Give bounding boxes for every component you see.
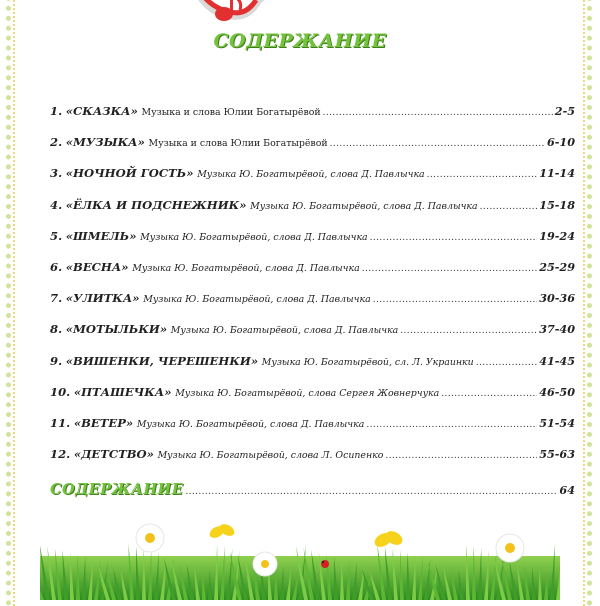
toc-item-pages: 37-40	[539, 322, 575, 337]
toc-item-number: 10.	[50, 384, 71, 399]
toc-item-left	[50, 291, 371, 305]
daisy-icon	[136, 524, 164, 552]
toc-item-credit: Музыка Ю. Богатырёвой, слова Д. Павлычка	[136, 418, 365, 430]
toc-item-number: 2.	[50, 135, 63, 150]
toc-item	[50, 135, 575, 166]
toc-item-song-title: «ШМЕЛЬ»	[65, 228, 137, 243]
toc-item-song-title: «СКАЗКА»	[65, 104, 138, 118]
butterfly-icon	[208, 522, 237, 541]
toc-item-left	[50, 354, 474, 368]
toc-dot-leader	[330, 139, 545, 149]
toc-item-credit: Музыка и слова Юлии Богатырёвой	[148, 138, 328, 150]
ladybug-icon	[321, 560, 329, 568]
toc-item-left	[50, 198, 478, 212]
toc-item-song-title: «ВЕТЕР»	[73, 415, 134, 430]
toc-item	[50, 166, 575, 197]
toc-item	[50, 416, 575, 447]
toc-item	[50, 104, 575, 135]
toc-dot-leader	[385, 451, 537, 461]
toc-dot-leader	[480, 202, 538, 212]
toc-dot-leader	[441, 389, 537, 399]
toc-item-number: 3.	[50, 166, 63, 181]
toc-item-credit: Музыка Ю. Богатырёвой, слова Д. Павлычка	[132, 262, 360, 274]
toc-item-left	[50, 104, 321, 118]
toc-dot-leader	[323, 108, 553, 118]
toc-item	[50, 385, 575, 416]
page-title: СОДЕРЖАНИЕ	[213, 30, 387, 52]
toc-item-pages: 41-45	[539, 353, 575, 368]
toc-item	[50, 354, 575, 385]
toc-dot-leader	[366, 420, 537, 430]
toc-item-left	[50, 166, 425, 180]
toc-dot-leader	[400, 326, 537, 336]
toc-item-credit: Музыка Ю. Богатырёвой, слова Д. Павлычка	[250, 200, 478, 212]
toc-item-number: 7.	[50, 291, 63, 306]
toc-item-credit: Музыка Ю. Богатырёвой, слова Д. Павлычка	[143, 294, 371, 306]
toc-item-pages: 55-63	[539, 447, 575, 462]
toc-dot-leader	[362, 264, 538, 274]
daisy-icon	[496, 534, 524, 562]
toc-dot-leader	[476, 358, 538, 368]
toc-item-song-title: «ДЕТСТВО»	[73, 447, 154, 462]
toc-item-number: 8.	[50, 322, 63, 337]
toc-item-pages: 19-24	[539, 228, 575, 243]
toc-item-song-title: «ПТАШЕЧКА»	[73, 384, 172, 399]
toc-item-number: 1.	[50, 104, 63, 118]
toc-item-pages: 25-29	[539, 259, 575, 274]
toc-item-song-title: «УЛИТКА»	[65, 291, 140, 306]
toc-item	[50, 291, 575, 322]
toc-item-number: 4.	[50, 197, 63, 212]
toc-item	[50, 322, 575, 353]
toc-item-song-title: «НОЧНОЙ ГОСТЬ»	[65, 166, 194, 181]
toc-item-pages: 30-36	[539, 291, 575, 306]
toc-item-pages: 51-54	[539, 415, 575, 430]
toc-item-left	[50, 135, 328, 149]
toc-item-number: 12.	[50, 447, 71, 462]
toc-item-credit: Музыка Ю. Богатырёвой, слова Д. Павлычка	[140, 231, 368, 243]
toc-item-credit: Музыка Ю. Богатырёвой, слова Д. Павлычка	[170, 325, 399, 337]
toc-item-left	[50, 260, 360, 274]
toc-item-pages: 6-10	[547, 135, 575, 150]
toc-item-song-title: «ВИШЕНКИ, ЧЕРЕШЕНКИ»	[65, 353, 259, 368]
toc-final-page: 64	[559, 483, 575, 498]
toc-dot-leader	[185, 487, 557, 497]
toc-item-credit: Музыка и слова Юлии Богатырёвой	[141, 107, 321, 118]
toc-item	[50, 260, 575, 291]
toc-item-credit: Музыка Ю. Богатырёвой, слова Л. Осипенко	[157, 450, 384, 462]
toc-item	[50, 198, 575, 229]
table-of-contents	[50, 104, 575, 512]
toc-item-number: 5.	[50, 228, 63, 243]
toc-item-credit: Музыка Ю. Богатырёвой, сл. Л. Украинки	[261, 356, 474, 368]
toc-final-title: СОДЕРЖАНИЕ	[50, 481, 184, 499]
toc-item-left	[50, 385, 439, 399]
toc-item-pages: 11-14	[539, 166, 575, 181]
toc-item-pages: 15-18	[539, 197, 575, 212]
toc-item-song-title: «ВЕСНА»	[65, 259, 129, 274]
toc-dot-leader	[373, 295, 538, 305]
toc-dot-leader	[427, 170, 538, 180]
toc-item-credit: Музыка Ю. Богатырёвой, слова Сергея Жовнерчука	[175, 387, 440, 399]
toc-item	[50, 447, 575, 478]
toc-item-left	[50, 447, 383, 461]
daisy-icon	[253, 552, 277, 576]
toc-dot-leader	[370, 233, 538, 243]
toc-item-number: 9.	[50, 353, 63, 368]
music-note-ribbon-icon	[188, 0, 278, 34]
toc-item-left	[50, 229, 368, 243]
toc-item-song-title: «ЁЛКА И ПОДСНЕЖНИК»	[65, 197, 247, 212]
toc-item	[50, 229, 575, 260]
toc-item-left	[50, 322, 398, 336]
toc-item-left	[50, 416, 364, 430]
grass-flowers-illustration	[40, 506, 560, 600]
toc-item-number: 11.	[50, 415, 71, 430]
toc-item-song-title: «МУЗЫКА»	[65, 135, 145, 150]
toc-item-song-title: «МОТЫЛЬКИ»	[65, 322, 168, 337]
butterfly-icon	[372, 528, 405, 549]
toc-item-credit: Музыка Ю. Богатырёвой, слова Д. Павлычка	[197, 169, 425, 181]
toc-item-number: 6.	[50, 259, 63, 274]
toc-item-pages: 2-5	[554, 104, 575, 118]
toc-item-pages: 46-50	[539, 384, 575, 399]
